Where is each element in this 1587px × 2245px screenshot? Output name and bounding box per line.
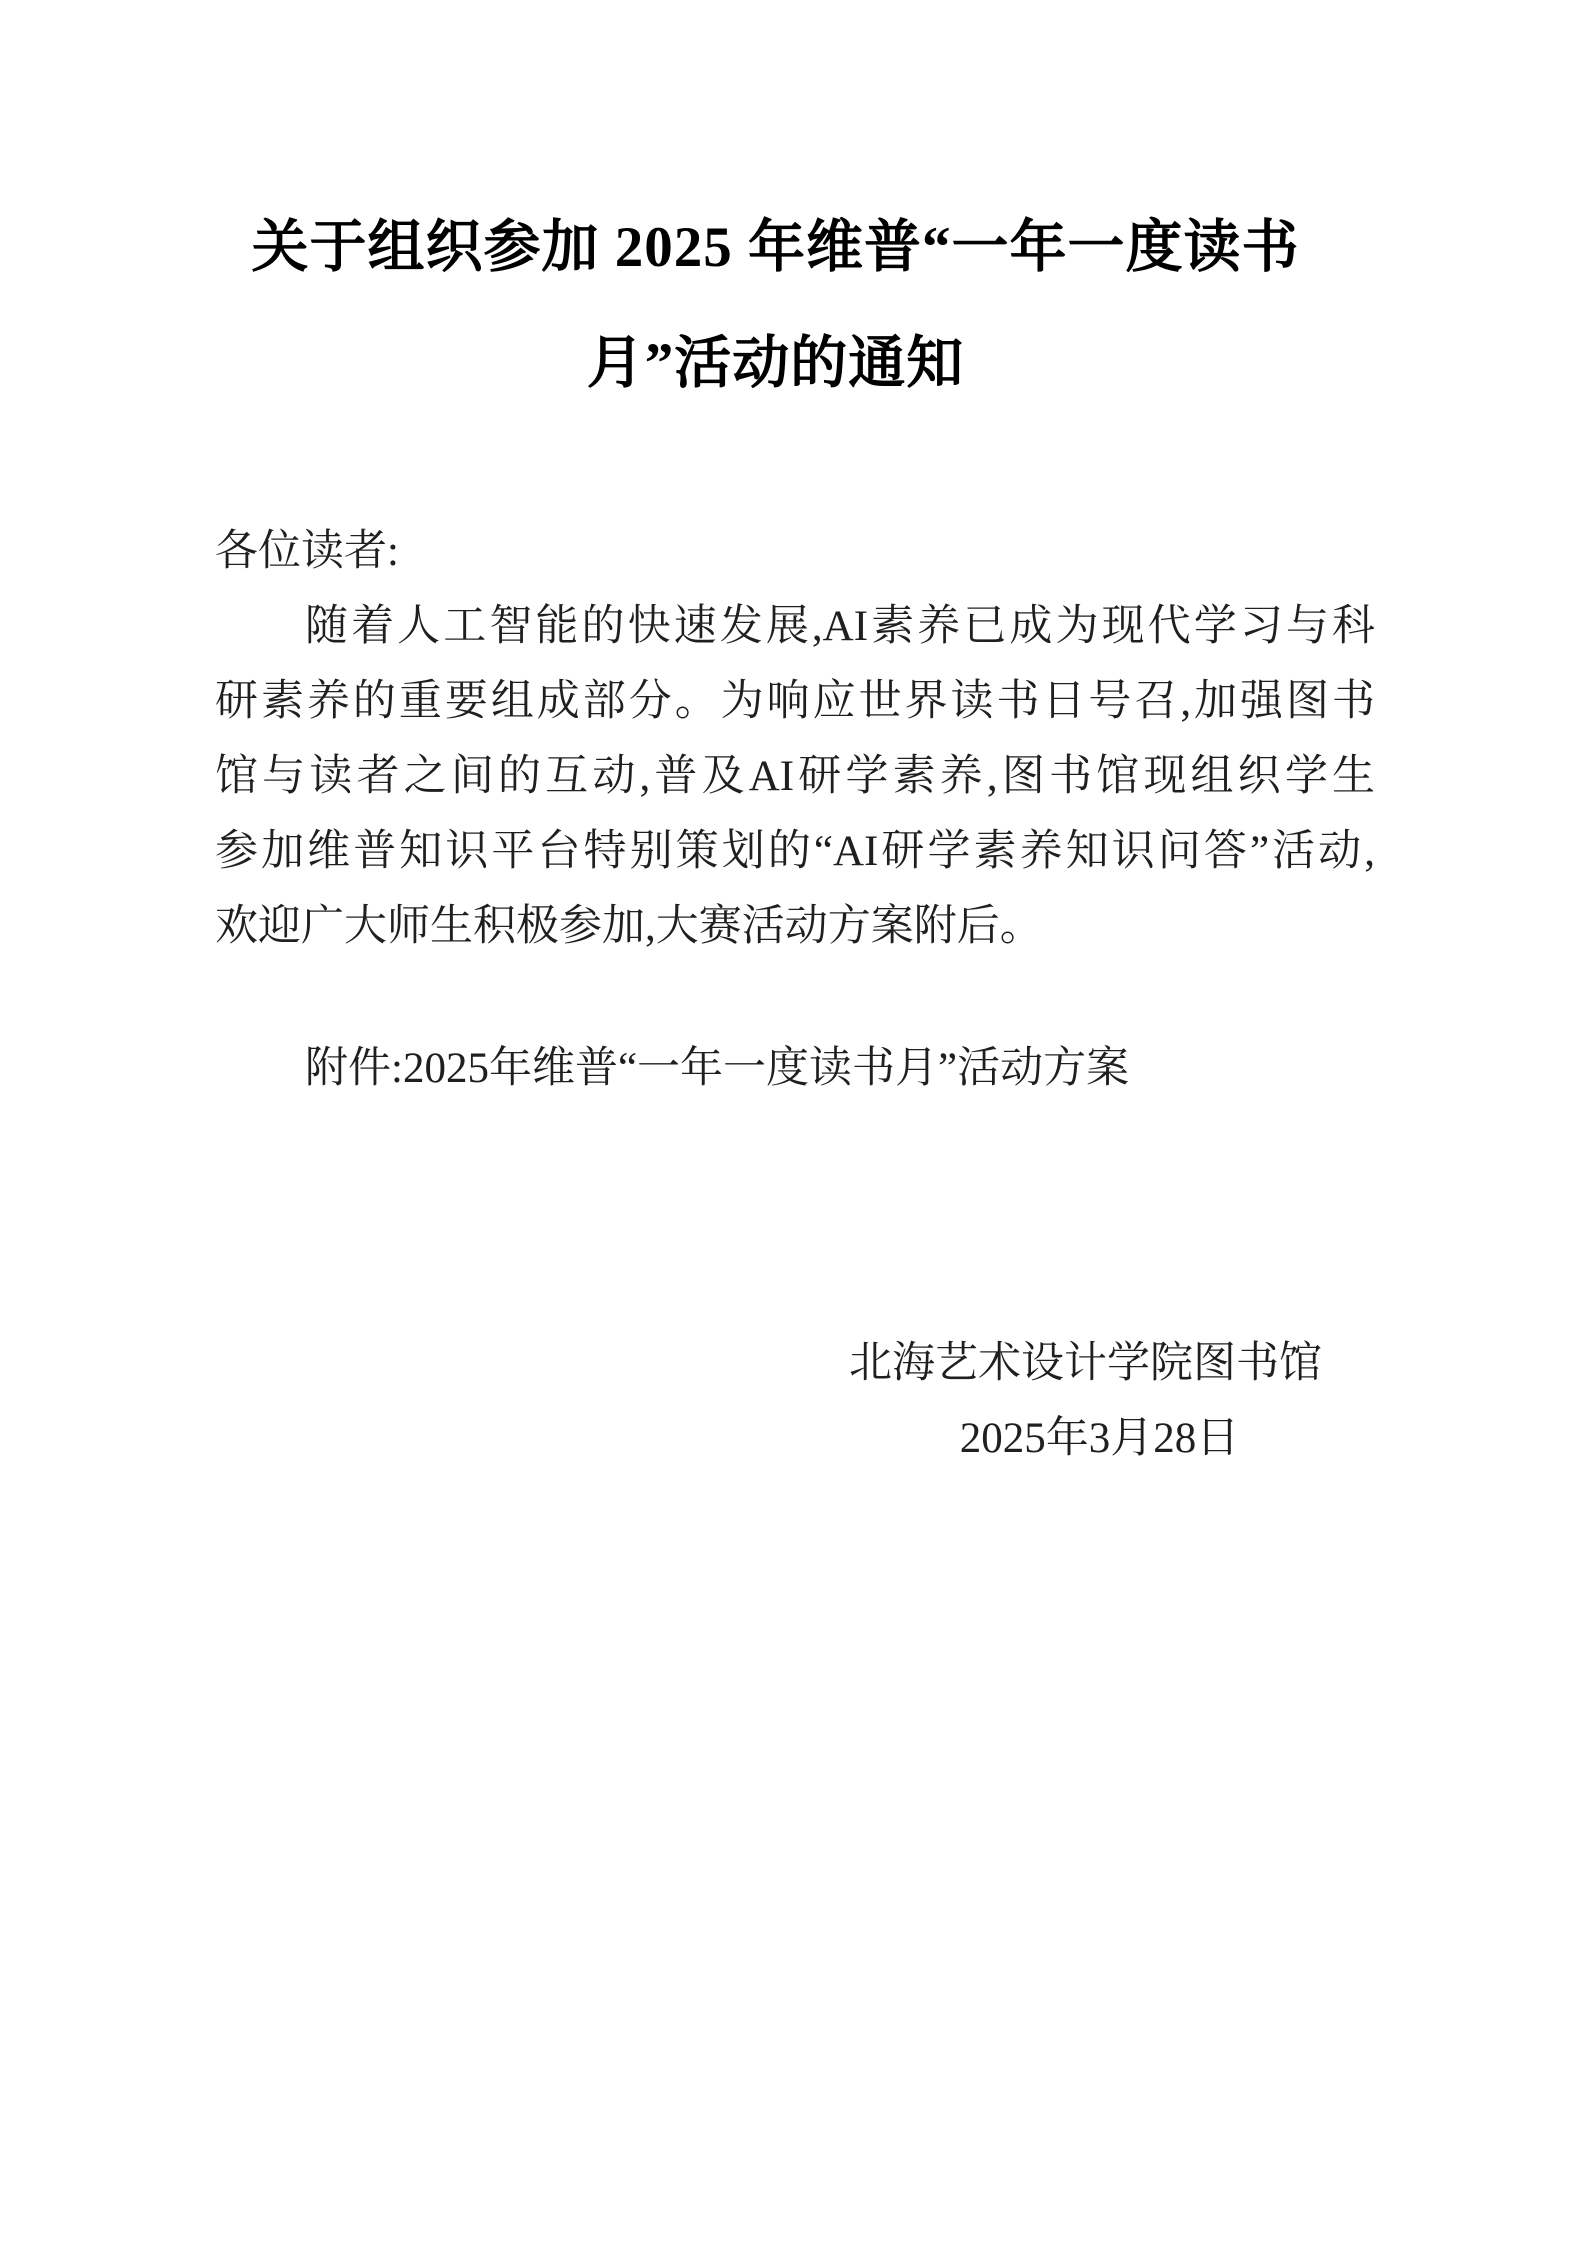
paragraph-line: 研素养的重要组成部分。为响应世界读书日号召,加强图书 xyxy=(215,678,1375,725)
notice-body xyxy=(215,514,1375,964)
page-title xyxy=(0,190,1587,422)
paragraph-line: 参加维普知识平台特别策划的“AI研学素养知识问答”活动, xyxy=(215,828,1375,875)
salutation: 各位读者: xyxy=(215,528,399,575)
signature-date: 2025年3月28日 xyxy=(959,1415,1240,1462)
page-title-line-1: 关于组织参加 2025 年维普“一年一度读书 xyxy=(251,216,1300,279)
paragraph-line: 随着人工智能的快速发展,AI素养已成为现代学习与科 xyxy=(305,603,1375,650)
paragraph-line: 馆与读者之间的互动,普及AI研学素养,图书馆现组织学生 xyxy=(215,753,1375,800)
attachment-note: 附件:2025年维普“一年一度读书月”活动方案 xyxy=(305,1045,1130,1092)
signature-org: 北海艺术设计学院图书馆 xyxy=(849,1340,1322,1387)
paragraph-line: 欢迎广大师生积极参加,大赛活动方案附后。 xyxy=(215,903,1043,950)
page-title-line-2: 月”活动的通知 xyxy=(586,332,965,395)
